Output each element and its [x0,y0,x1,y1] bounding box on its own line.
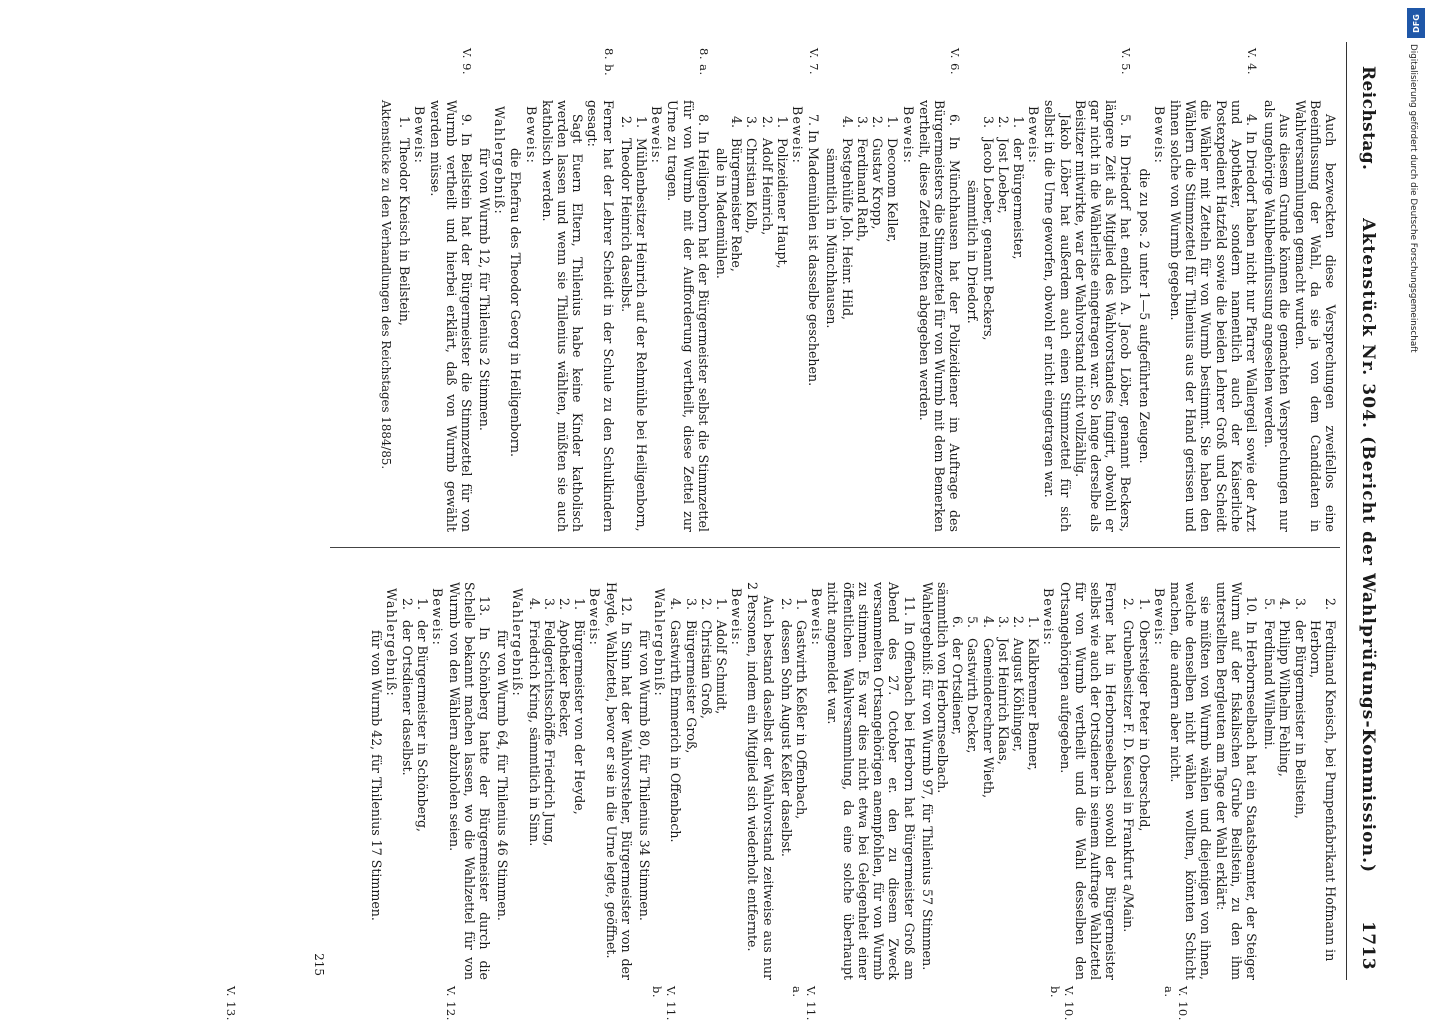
wahlergebnis-text: für von Wurmb 64, für Thilenius 46 Stimmen. [495,629,511,921]
beweis-text: die zu pos. 2 unter 1—5 aufgeführten Zeugen. [1136,168,1152,464]
section-11b [637,582,776,980]
list-item: 1. Mühlenbesitzer Heinrich auf der Rehmühle bei Heiligenborn, [634,116,650,532]
beweis-label: Beweis: [1151,106,1167,165]
dfg-credit-text: Digitalisierung gefördert durch die Deutsche Forschungsgemeinschaft [1408,44,1418,353]
quoted-statement: Sagt Euern Eltern, Thilenius habe keine Kinder katholisch werden lassen und wenn sie Thilenius wählten, müßten sie auch katholisch werden. [539,100,586,532]
witness-list [400,582,430,980]
witness-list [980,100,1026,532]
beweis-label: Beweis: [729,587,745,647]
beweis-label: Beweis: [587,587,603,647]
list-item: 4. Gemeinderechner Wieth, [980,615,996,799]
witness-list [779,582,809,980]
sheet-number: 215 [312,953,326,976]
list-item: 1. der Bürgermeister in Schönberg, [415,597,431,833]
section-text: Ferner hat der Lehrer Scheidt in der Schule zu den Schulkindern gesagt: [585,100,616,532]
list-item: 4. Friedrich Kring, sämmtlich in Sinn. [526,597,542,847]
section-text: 6. In Münchhausen hat der Polizeidiener im Auftrage des Bürgermeisters die Stimmzettel für von Wurmb mit dem Bemerken vertheilt, diese Zettel müßten abgegeben werden. [916,100,963,532]
beweis-label: Beweis: [900,106,916,165]
witness: die Ehefrau des Theodor Georg in Heiligenborn. [508,148,524,458]
list-item: 2. Christian Groß, [698,597,714,719]
witness-list [950,582,1041,980]
list-item: 1. Bürgermeister von der Heyde, [572,597,588,815]
margin-ref: V. 7. [807,48,822,76]
section-10b [920,582,1119,980]
wahlergebnis-label: Wahlergebniß: [510,587,526,697]
header-document-number: Aktenstück Nr. 304. [1358,218,1378,430]
section-6 [824,48,963,532]
beweis-label: Beweis: [1026,106,1042,165]
beweis-label: Beweis: [649,106,665,165]
margin-ref: V. 5. [1119,48,1134,76]
right-column [368,546,1338,980]
list-item: 2. Jost Loeber, [995,116,1011,214]
beweis-label: Beweis: [430,587,446,647]
list-item: 2. der Ortsdiener daselbst. [400,597,416,776]
section-text: Ferner hat in Herbornseelbach sowohl der Bürgermeister selbst wie auch der Ortsdiener in seinem Auftrage Wahlzettel für von Wurmb vertheilt und die Wahl desselben den Ortsangehörigen aufgegeben. [1057,581,1119,980]
list-item: 2. Theodor Heinrich daselbst. [618,116,634,313]
margin-ref: 8. b. [601,48,616,77]
page-number: 1713 [1358,921,1378,970]
list-item: 3. Christian Kolb, [744,116,760,234]
left-column [368,42,1338,546]
list-item: 3. Ferdinand Rath, [854,116,870,242]
section-text: 9. In Beilstein hat der Bürgermeister die Stimmzettel für von Wurmb vertheilt und hierbei erklärt, daß von Wurmb gewählt werden müsse. [428,100,474,532]
wahlergebnis-text: für von Wurmb 80, für Thilenius 34 Stimmen. [637,629,653,921]
wahlergebnis-label: Wahlergebniß: [383,587,399,697]
list-item: 2. Adolf Heinrich, [759,116,775,236]
witness-list [668,582,729,980]
margin-ref: V. 9. [459,48,474,76]
list-item: 2. Grubenbesitzer F. D. Keusel in Frankfurt a/Main. [1121,597,1137,933]
section-8a [618,48,711,532]
list-item: 2. Ferdinand Kneisch, bei Pumpenfabrikant Hofmann in Herborn, [1307,597,1338,962]
wahlergebnis-label: Wahlergebniß: [492,106,508,215]
list-item: 3. Feldgerichtsschöffe Friedrich Jung, [541,597,557,847]
header-subtitle: (Bericht der Wahlprüfungs-Kommission.) [1358,436,1378,874]
header-title [1358,218,1378,873]
margin-ref: 8. a. [696,48,711,76]
margin-ref: V. 4. [1244,48,1259,76]
section-8b [477,48,616,532]
list-item: 4. Philipp Wilhelm Fehling, [1277,597,1293,777]
continued-witness-list [1262,582,1338,980]
beweis-label: Beweis: [1041,587,1057,647]
list-item: 1. Adolf Schmidt, [714,597,730,715]
section-text: 13. In Schönberg hatte der Bürgermeister durch die Schelle bekannt machen lassen, wo die Wahlzettel für von Wurmb von den Wählern abzuholen seien. [446,581,493,980]
margin-ref: V. 12. [444,986,458,1021]
witness-list [397,100,412,532]
section-text: 11. In Offenbach bei Herborn hat Bürgermeister Groß am Abend des 27. October er. den zu diesem Zweck versammelten Ortsangehörigen anempfohlen, für von Wurmb zu stimmen. Es war dies nicht etwa bei Gelegenheit einer öffentlichen Wahlversammlung, da eine solche überhaupt nicht angemeldet war. [825,581,917,980]
dfg-logo-icon: DFG [1407,8,1425,38]
list-item: 1. Obersteiger Peter in Oberscheld, [1136,597,1152,832]
list-closing: sämmtlich von Herbornseelbach. [934,581,950,794]
section-text: 12. In Sinn hat der Wahlvorsteher, Bürgermeister von der Heyde, Wahlzettel, bevor er sie in die Urne legte, geöffnet. [603,581,634,980]
list-item: 1. Gastwirth Keßler in Offenbach, [794,597,810,820]
page-header [1350,42,1378,980]
footnote: Aktenstücke zu den Verhandlungen des Reichstages 1884/85. [378,100,393,470]
margin-ref: V. 11. a. [790,986,818,1021]
margin-ref: V. 10. a. [1162,986,1190,1021]
section-text: Auch bestand daselbst der Wahlvorstand zeitweise aus nur 2 Personen, indem ein Mitglied sich wiederholt entfernte. [745,581,776,980]
section-7 [714,48,822,532]
beweis-label: Beweis: [1151,587,1167,647]
list-item: 5. Gastwirth Decker, [965,615,981,754]
list-item: 1. Deconom Keller, [885,116,901,243]
list-closing: alle in Mademühlen. [714,148,730,279]
list-item: 1. Polizeidiener Haupt, [774,116,790,269]
section-13 [368,582,492,980]
list-item: 1. Theodor Kneisch in Beilstein, [397,116,413,326]
list-item: 5. Ferdinand Wilhelmi. [1262,597,1278,750]
wahlergebnis: Wahlergebniß: für von Wurmb 97, für Thilenius 57 Stimmen. [919,581,935,971]
list-item: 2. dessen Sohn August Keßler daselbst. [778,597,794,857]
list-item: 4. Gastwirth Emmerich in Offenbach. [668,597,684,843]
list-item: 4. Bürgermeister Rehe, [729,116,745,272]
list-item: 2. August Köhlinger, [1010,615,1026,752]
beweis-label: Beweis: [412,106,428,165]
dfg-watermark [1406,8,1426,988]
beweis-label: Beweis: [809,587,825,647]
list-closing: sämmtlich in Münchhausen. [824,148,840,329]
section-text: 4. In Driedorf haben nicht nur Pfarrer Wallergeil sowie der Arzt und Apotheker, sondern namentlich auch der Kaiserliche Postexpedient Hatzfeld sowie die beiden Lehrer Groß und Scheidt die Wähler mit Zetteln für von Wurmb bestimmt. Sie haben den Wählern die Stimmzettel für Thilenius aus der Hand gerissen und ihnen solche von Wurmb gegeben. [1167,100,1259,532]
list-item: 6. der Ortsdiener, [950,615,966,736]
list-item: 3. Jost Heinrich Klaas, [995,615,1011,765]
margin-ref: V. 11. b. [650,986,678,1021]
section-text: 7. In Mademühlen ist dasselbe geschehen. [806,114,822,387]
list-item: 4. Postgehülfe Joh. Heinr. Hild, [839,116,855,321]
section-11a [779,582,917,980]
margin-ref: V. 6. [948,48,963,76]
list-item: 2. Gustav Kropp, [870,116,886,230]
witness-list [840,100,901,532]
section-text: 5. In Driedorf hat endlich A. Jacob Löber, genannt Beckers, längere Zeit als Mitglied des Wahlvorstandes fungirt, obwohl er gar nicht in die Wählerliste eingetragen war. So lange derselbe als Beisitzer mitwirkte, war der Wahlvorstand nicht vollzählig. [1072,100,1134,532]
section-9 [378,48,474,532]
list-item: 2. Apotheker Becker, [557,597,573,738]
wahlergebnis-text: für von Wurmb 42, für Thilenius 17 Stimmen. [368,629,384,921]
witness-list [1121,582,1151,980]
margin-ref: V. 13. [224,986,238,1021]
list-item: 3. Jacob Loeber, genannt Beckers, [980,116,996,341]
beweis-label: Beweis: [523,106,539,165]
witness-list [619,100,649,532]
list-item: 3. der Bürgermeister in Beilstein, [1292,597,1308,819]
intro-paragraph-1: Auch bezweckten diese Versprechungen zweifellos eine Beeinflussung der Wahl, da sie ja von dem Candidaten in Wahlversammlungen gemacht wurden. [1292,100,1338,532]
section-12 [495,582,634,980]
margin-ref: V. 10. b. [1048,986,1076,1021]
list-item: 3. Bürgermeister Groß, [683,597,699,754]
intro-paragraph-2: Aus diesem Grunde können die gemachten Versprechungen nur als ungehörige Wahlbeeinflussung angesehen werden. [1262,100,1293,532]
section-4 [1136,48,1259,532]
section-5 [965,48,1134,532]
list-item: 1. der Bürgermeister, [1010,116,1026,260]
beweis-label: Beweis: [790,106,806,165]
wahlergebnis-label: Wahlergebniß: [652,587,668,697]
section-10a [1121,582,1259,980]
list-item: 1. Kalkbrenner Benner, [1026,615,1042,771]
header-left: Reichstag. [1358,66,1378,171]
section-text: 10. In Herbornseelbach hat ein Staatsbeamter, der Steiger Wurm auf der fiskalischen Grube Beilstein, zu den ihm unterstellten Bergleuten am Tage der Wahl erklärt: [1213,581,1259,980]
witness-list [526,582,587,980]
list-closing: sämmtlich in Driedorf. [965,180,981,324]
section-text-2: Jakob Löber hat außerdem auch einen Stimmzettel für sich selbst in die Urne geworfen, obwohl er nicht eingetragen war. [1042,100,1073,532]
section-text: 8. In Heiligenborn hat der Bürgermeister selbst die Stimmzettel für von Wurmb mit der Aufforderung vertheilt, diese Zettel zur Urne zu tragen. [665,100,711,532]
wahlergebnis-text: für von Wurmb 12, für Thilenius 2 Stimmen. [477,148,493,431]
header-rule [1346,42,1347,980]
witness-list [729,100,790,532]
quoted-statement: sie müßten von Wurmb wählen und diejenigen von ihnen, welche denselben nicht wählen wollten, könnten Schicht machen, die andern aber nicht. [1167,581,1214,980]
